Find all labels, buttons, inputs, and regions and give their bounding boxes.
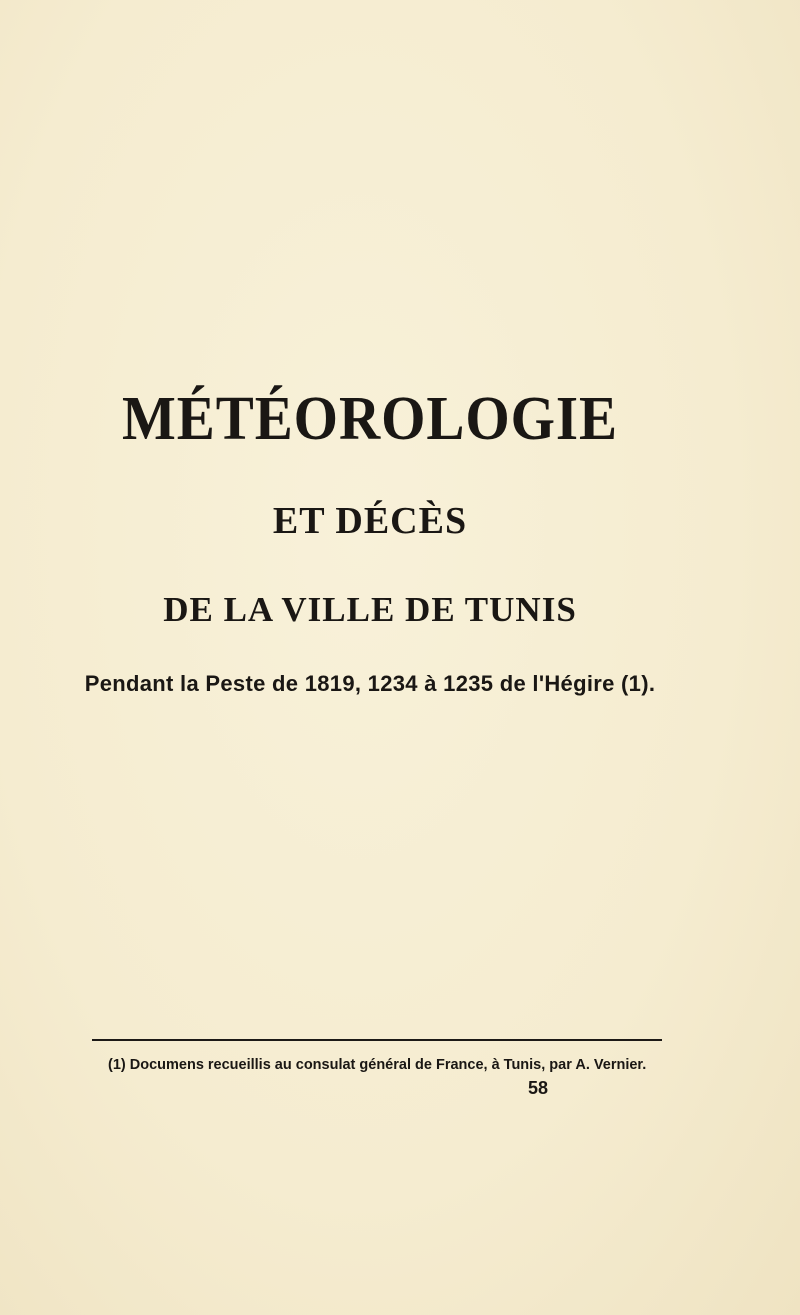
page-number: 58	[528, 1078, 549, 1098]
footnote: (1) Documens recueillis au consulat général de France, à Tunis, par A. Vernier.	[108, 1057, 647, 1073]
subtitle-period: Pendant la Peste de 1819, 1234 à 1235 de l'Hégire (1).	[84, 671, 656, 696]
subheading-ville-de-tunis: DE LA VILLE DE TUNIS	[163, 590, 577, 629]
subheading-et-deces: ET DÉCÈS	[272, 500, 468, 542]
page-title: MÉTÉOROLOGIE	[122, 385, 618, 453]
footnote-divider	[92, 1039, 662, 1041]
